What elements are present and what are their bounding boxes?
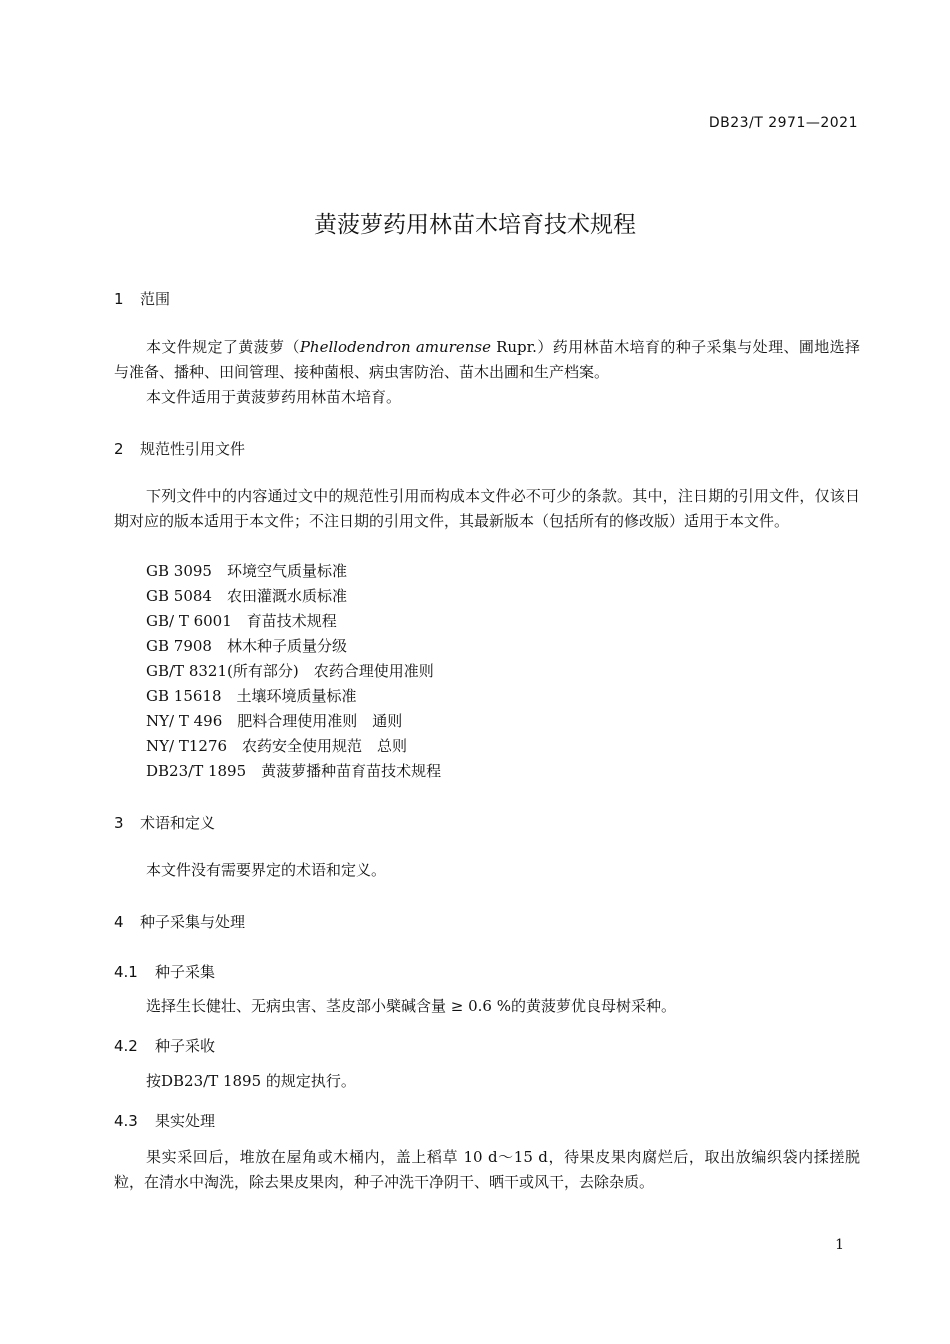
fruit-processing-paragraph: 果实采回后，堆放在屋角或木桶内，盖上稻草 10 d～15 d，待果皮果肉腐烂后，取出放编织袋内揉搓脱粒，在清水中淘洗，除去果皮果肉，种子冲洗干净阴干、晒干或风干，去除杂质。	[114, 1148, 860, 1191]
subsection-heading-4-3	[114, 1110, 215, 1131]
reference-name: 环境空气质量标准	[226, 562, 347, 580]
reference-item	[146, 584, 347, 609]
section-title: 术语和定义	[140, 814, 216, 832]
section-number: 4.2	[114, 1037, 138, 1055]
reference-item	[146, 734, 407, 759]
section-heading-2	[114, 438, 245, 459]
reference-name: 农药合理使用准则	[313, 662, 434, 680]
document-code: DB23/T 2971—2021	[708, 115, 858, 131]
section-heading-3	[114, 812, 215, 833]
scope-text-pre: 本文件规定了黄菠萝（	[146, 338, 300, 356]
reference-item	[146, 759, 441, 784]
reference-item	[146, 659, 434, 684]
section-title: 果实处理	[155, 1112, 216, 1130]
section-number: 4	[114, 913, 124, 931]
section-heading-4	[114, 911, 245, 932]
seed-collection-paragraph: 选择生长健壮、无病虫害、茎皮部小檗碱含量 ≥ 0.6 %的黄菠萝优良母树采种。	[146, 997, 676, 1015]
reference-item	[146, 709, 402, 734]
subsection-heading-4-2	[114, 1035, 215, 1056]
reference-name: 黄菠萝播种苗育苗技术规程	[261, 762, 442, 780]
scope-paragraph	[114, 335, 860, 385]
section-number: 4.1	[114, 963, 138, 981]
section-title: 种子采集与处理	[140, 913, 246, 931]
reference-item	[146, 559, 347, 584]
reference-name: 育苗技术规程	[246, 612, 337, 630]
reference-item	[146, 684, 357, 709]
section-title: 种子采集	[155, 963, 216, 981]
section-number: 3	[114, 814, 124, 832]
section-number: 1	[114, 290, 124, 308]
reference-item	[146, 609, 337, 634]
section-heading-1	[114, 288, 170, 309]
reference-code: GB 3095	[146, 562, 212, 580]
reference-code: GB/ T 6001	[146, 612, 232, 630]
section-title: 范围	[140, 290, 171, 308]
terms-paragraph: 本文件没有需要界定的术语和定义。	[146, 861, 387, 879]
page-number: 1	[835, 1237, 844, 1253]
reference-code: GB/T 8321(所有部分)	[146, 662, 299, 680]
reference-name: 农田灌溉水质标准	[226, 587, 347, 605]
reference-code: DB23/T 1895	[146, 762, 247, 780]
reference-name: 农药安全使用规范 总则	[242, 737, 408, 755]
section-number: 4.3	[114, 1112, 138, 1130]
section-number: 2	[114, 440, 124, 458]
reference-code: GB 15618	[146, 687, 222, 705]
page-title: 黄菠萝药用林苗木培育技术规程	[314, 212, 636, 238]
reference-code: GB 7908	[146, 637, 212, 655]
scope-applicability: 本文件适用于黄菠萝药用林苗木培育。	[146, 388, 402, 406]
scope-text-post: Rupr.）药用林苗木培育的种子采集与处理、圃地选择与准备、播种、田间管理、接种菌根、病虫害防治、苗木出圃和生产档案。	[114, 338, 860, 381]
reference-code: NY/ T1276	[146, 737, 228, 755]
seed-harvest-paragraph: 按DB23/T 1895 的规定执行。	[146, 1072, 356, 1090]
subsection-heading-4-1	[114, 961, 215, 982]
latin-name: Phellodendron amurense	[299, 338, 491, 356]
section-title: 规范性引用文件	[140, 440, 246, 458]
reference-code: GB 5084	[146, 587, 212, 605]
reference-item	[146, 634, 347, 659]
normative-references-intro: 下列文件中的内容通过文中的规范性引用而构成本文件必不可少的条款。其中，注日期的引用文件，仅该日期对应的版本适用于本文件；不注日期的引用文件，其最新版本（包括所有的修改版）适用于本文件。	[114, 487, 860, 530]
reference-name: 土壤环境质量标准	[236, 687, 357, 705]
reference-name: 林木种子质量分级	[226, 637, 347, 655]
section-title: 种子采收	[155, 1037, 216, 1055]
reference-name: 肥料合理使用准则 通则	[237, 712, 403, 730]
reference-code: NY/ T 496	[146, 712, 223, 730]
